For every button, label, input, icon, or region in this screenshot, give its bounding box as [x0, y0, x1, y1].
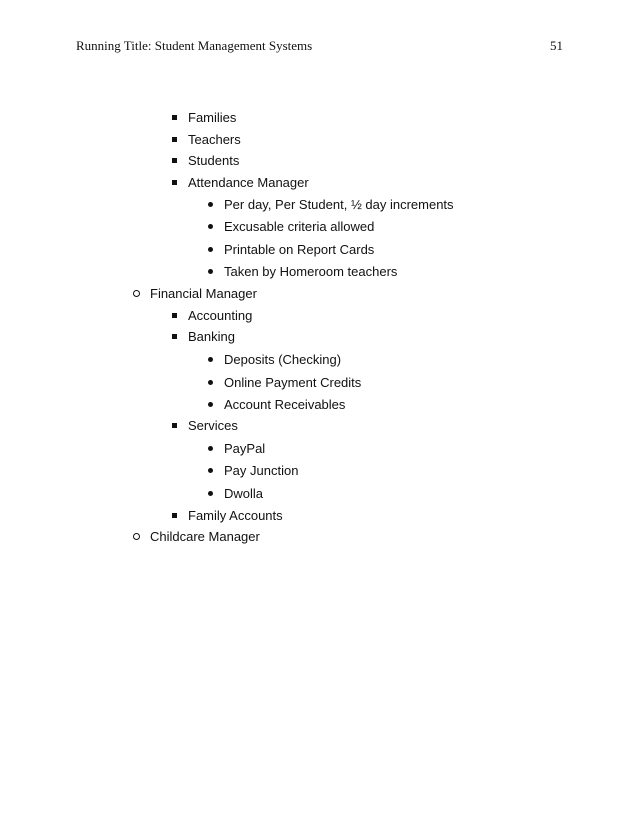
dot-bullet-icon — [208, 224, 213, 229]
list-item-label: Families — [188, 110, 237, 125]
dot-bullet-icon — [208, 491, 213, 496]
hollow-circle-bullet-icon — [133, 533, 140, 540]
dot-bullet-icon — [208, 247, 213, 252]
list-item-label: Online Payment Credits — [224, 375, 362, 390]
dot-bullet-icon — [208, 202, 213, 207]
page-number: 51 — [550, 38, 563, 53]
list-item-label: Taken by Homeroom teachers — [224, 264, 398, 279]
list-item-label: Account Receivables — [224, 397, 346, 412]
square-bullet-icon — [172, 334, 177, 339]
list-item-label: PayPal — [224, 441, 266, 456]
square-bullet-icon — [172, 423, 177, 428]
list-item-label: Banking — [188, 329, 235, 344]
list-item-label: Attendance Manager — [188, 175, 309, 190]
dot-bullet-icon — [208, 402, 213, 407]
list-item-label: Excusable criteria allowed — [224, 219, 375, 234]
dot-bullet-icon — [208, 357, 213, 362]
running-title: Running Title: Student Management Systems — [76, 38, 313, 53]
dot-bullet-icon — [208, 380, 213, 385]
square-bullet-icon — [172, 158, 177, 163]
list-item-label: Pay Junction — [224, 463, 299, 478]
list-item-label: Services — [188, 418, 238, 433]
list-item-label: Printable on Report Cards — [224, 242, 375, 257]
list-item-label: Childcare Manager — [150, 529, 260, 544]
square-bullet-icon — [172, 513, 177, 518]
page-header — [0, 0, 638, 60]
list-item-label: Financial Manager — [150, 286, 257, 301]
dot-bullet-icon — [208, 446, 213, 451]
dot-bullet-icon — [208, 468, 213, 473]
hollow-circle-bullet-icon — [133, 290, 140, 297]
list-item-label: Family Accounts — [188, 508, 283, 523]
list-item-label: Teachers — [188, 132, 241, 147]
square-bullet-icon — [172, 180, 177, 185]
square-bullet-icon — [172, 115, 177, 120]
square-bullet-icon — [172, 313, 177, 318]
list-item-label: Deposits (Checking) — [224, 352, 342, 367]
list-item-label: Students — [188, 153, 240, 168]
list-item-label: Per day, Per Student, ½ day increments — [224, 197, 454, 212]
square-bullet-icon — [172, 137, 177, 142]
list-item-label: Accounting — [188, 308, 253, 323]
list-item-label: Dwolla — [224, 486, 264, 501]
dot-bullet-icon — [208, 269, 213, 274]
